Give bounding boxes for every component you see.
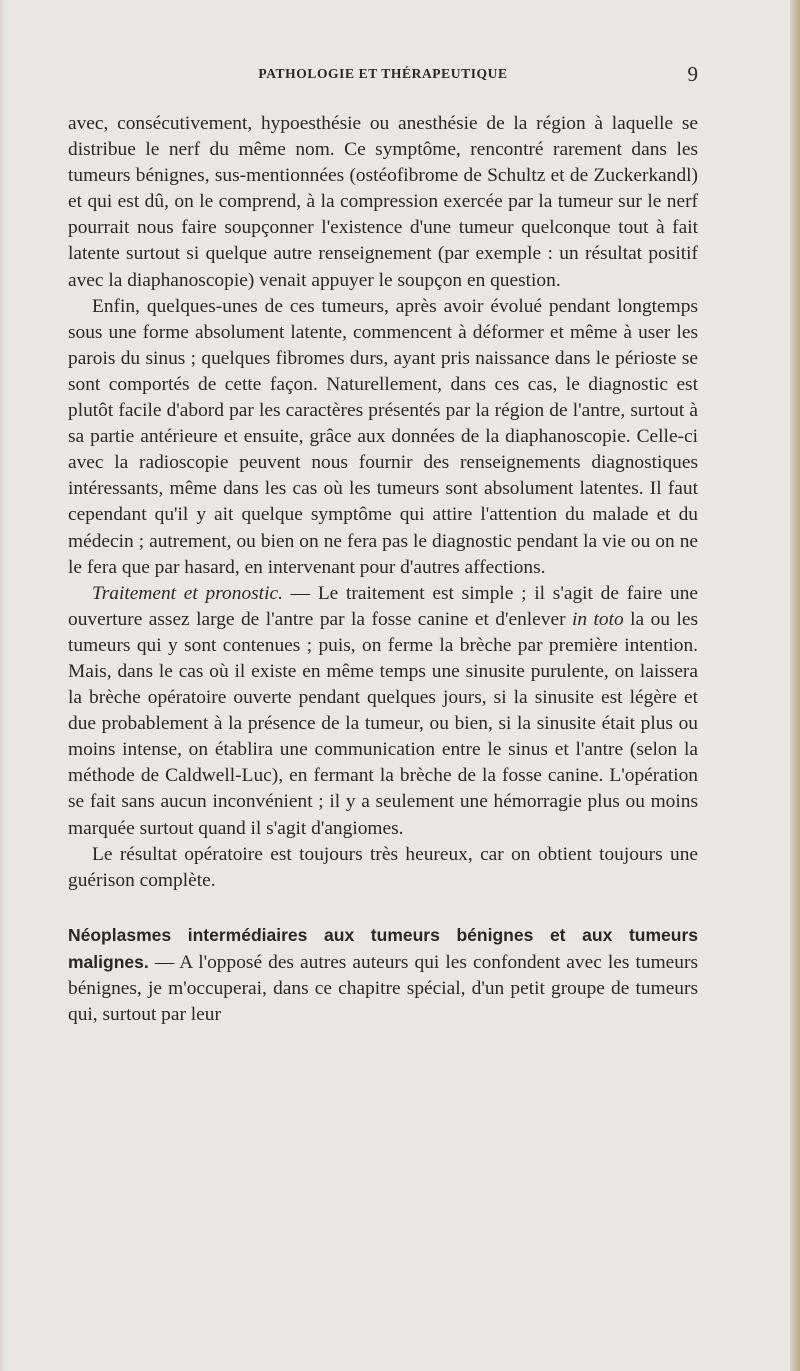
- page-right-edge: [790, 0, 800, 1371]
- paragraph-3-italic: in toto: [572, 608, 624, 630]
- body-text: [68, 111, 698, 1028]
- running-head: PATHOLOGIE ET THÉRAPEUTIQUE: [258, 66, 508, 81]
- paragraph-3: [68, 581, 698, 842]
- paragraph-2: [68, 294, 698, 581]
- paragraph-1-text: avec, consécutivement, hypoesthésie ou anesthésie de la région à laquelle se distribue le nerf du même nom. Ce symptôme, rencontré rarement dans les tumeurs bénignes, sus-mentionnées (ostéofibrome de Schultz et de Zuckerkandl) et qui est dû, on le comprend, à la compression exercée par la tumeur sur le nerf pourrait nous faire soupçonner l'existence d'une tumeur quelconque tout à fait latente surtout si quelque autre renseignement (par exemple : un résultat positif avec la diaphanoscopie) venait appuyer le soupçon en question.: [68, 113, 698, 291]
- page-number: 9: [687, 62, 698, 86]
- paragraph-3-text-a: — Le traitement est simple ; il s'agit de faire une ouverture assez large de l'antre par la fosse canine et d'enlever: [68, 582, 698, 630]
- paragraph-5-text: — A l'opposé des autres auteurs qui les confondent avec les tumeurs bénignes, je m'occuperai, dans ce chapitre spécial, d'un petit groupe de tumeurs qui, surtout par leur: [68, 951, 698, 1026]
- paragraph-4: [68, 842, 698, 894]
- paragraph-4-text: Le résultat opératoire est toujours très heureux, car on obtient toujours une guérison complète.: [68, 843, 698, 891]
- subheading-traitement: Traitement et pronostic.: [92, 582, 283, 604]
- section-title-neoplasmes: Néoplasmes intermédiaires aux tumeurs bénignes et aux tumeurs malignes.: [68, 924, 698, 972]
- page-left-edge: [0, 0, 6, 1371]
- paragraph-5: [68, 922, 698, 1028]
- paragraph-3-text-b: la ou les tumeurs qui y sont contenues ; puis, on ferme la brèche par première intention. Mais, dans le cas où il existe en même temps une sinusite purulente, on laissera la brèche opératoire ouverte pendant quelques jours, si la sinusite est légère et due probablement à la présence de la tumeur, ou bien, si la sinusite était plus ou moins intense, on établira une communication entre le sinus et l'antre (selon la méthode de Caldwell-Luc), en fermant la brèche de la fosse canine. L'opération se fait sans aucun inconvénient ; il y a seulement une hémorragie plus ou moins marquée surtout quand il s'agit d'angiomes.: [68, 608, 698, 839]
- paragraph-2-text: Enfin, quelques-unes de ces tumeurs, après avoir évolué pendant longtemps sous une forme absolument latente, commencent à déformer et même à user les parois du sinus ; quelques fibromes durs, ayant pris naissance dans le périoste se sont comportés de cette façon. Naturellement, dans ces cas, le diagnostic est plutôt facile d'abord par les caractères présentés par la région de l'antre, surtout à sa partie antérieure et ensuite, grâce aux données de la diaphanoscopie. Celle-ci avec la radioscopie peuvent nous fournir des renseignements diagnostiques intéressants, même dans les cas où les tumeurs sont absolument latentes. Il faut cependant qu'il y ait quelque symptôme qui attire l'attention du malade et du médecin ; autrement, ou bien on ne fera pas le diagnostic pendant la vie ou on ne le fera que par hasard, en intervenant pour d'autres affections.: [68, 295, 698, 578]
- paragraph-1: [68, 111, 698, 294]
- page-header: [68, 62, 698, 96]
